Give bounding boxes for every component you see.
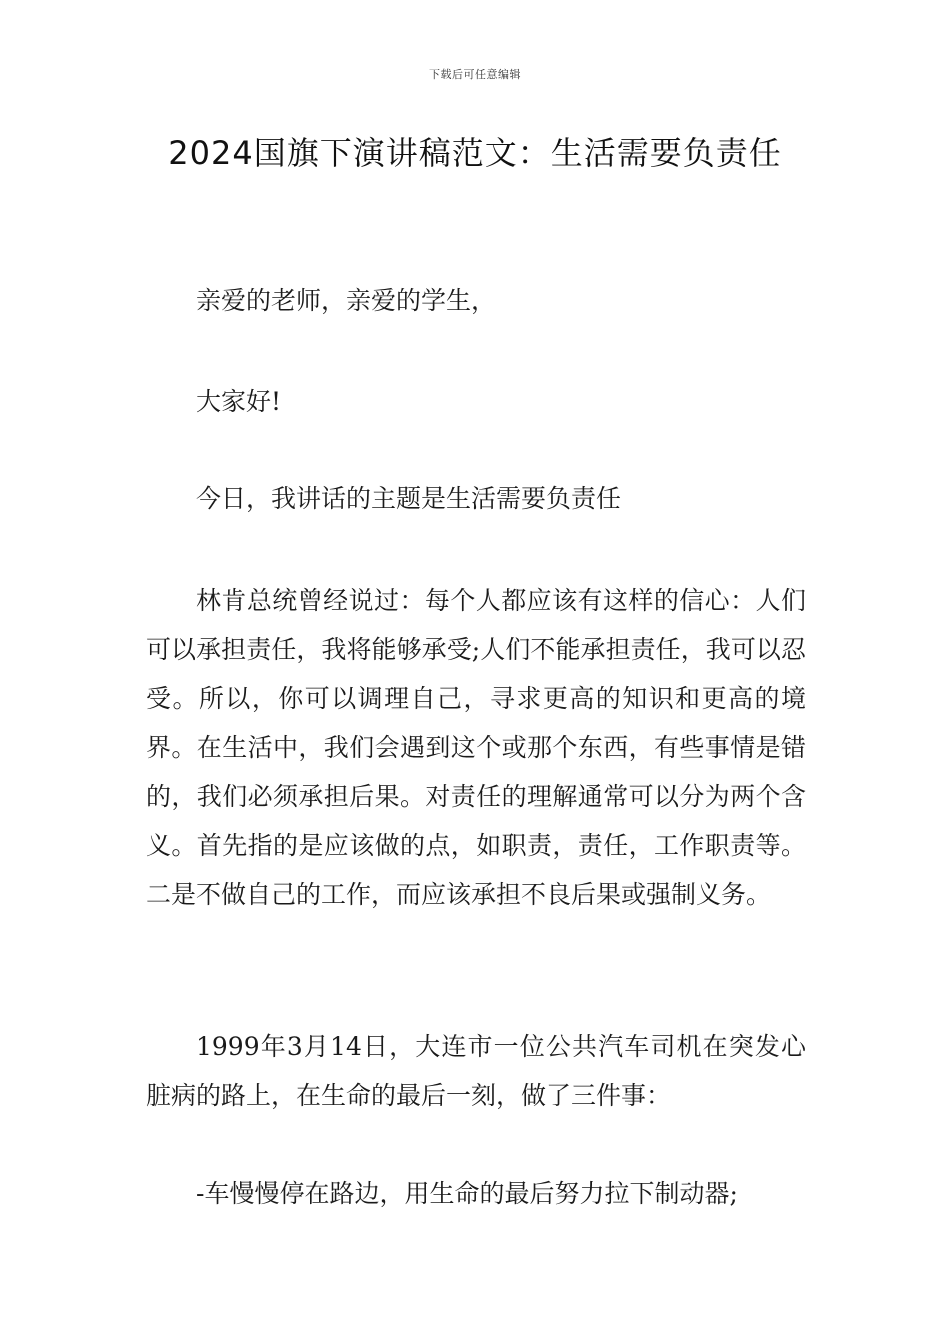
header-note: 下载后可任意编辑: [429, 68, 521, 81]
paragraph-hello: [146, 377, 806, 426]
paragraph-text: 今日，我讲话的主题是生活需要负责任: [196, 484, 622, 513]
paragraph-text: 亲爱的老师，亲爱的学生，: [196, 286, 497, 315]
paragraph-text: 林肯总统曾经说过：每个人都应该有这样的信心：人们可以承担责任，我将能够承受;人们不能承担责任，我可以忍受。所以，你可以调理自己，寻求更高的知识和更高的境界。在生活中，我们会遇到这个或那个东西，有些事情是错的，我们必须承担后果。对责任的理解通常可以分为两个含义。首先指的是应该做的点，如职责，责任，工作职责等。二是不做自己的工作，而应该承担不良后果或强制义务。: [146, 586, 806, 909]
paragraph-first-action: [146, 1169, 806, 1218]
paragraph-text: 1999年3月14日，大连市一位公共汽车司机在突发心脏病的路上，在生命的最后一刻，做了三件事：: [146, 1032, 806, 1110]
paragraph-text: -车慢慢停在路边，用生命的最后努力拉下制动器;: [196, 1179, 738, 1208]
paragraph-lincoln: [146, 576, 806, 919]
paragraph-topic: [146, 474, 806, 523]
paragraph-text: 大家好!: [196, 387, 282, 416]
paragraph-greeting: [146, 276, 806, 325]
paragraph-dalian: [146, 1022, 806, 1120]
document-title: 2024国旗下演讲稿范文：生活需要负责任: [168, 134, 782, 172]
